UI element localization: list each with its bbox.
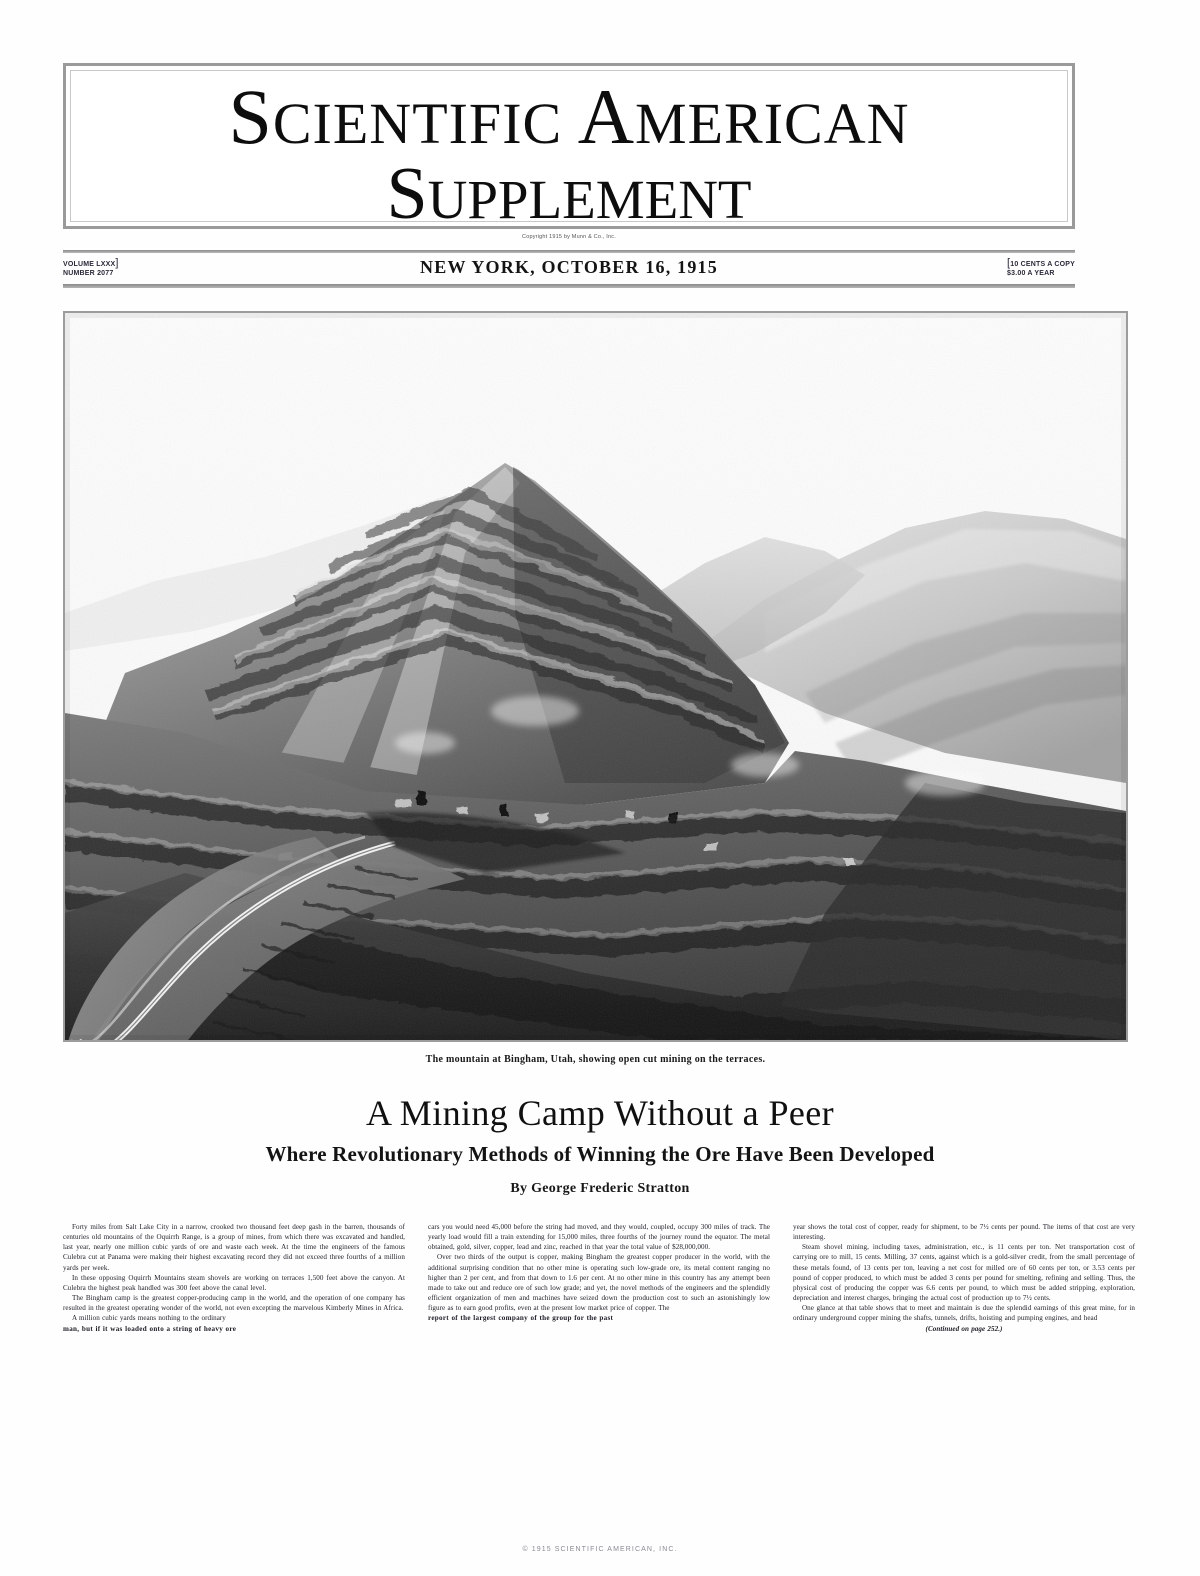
cover-photograph-frame bbox=[63, 311, 1128, 1042]
volume-bracket: ] bbox=[115, 257, 119, 269]
photo-caption: The mountain at Bingham, Utah, showing open cut mining on the terraces. bbox=[425, 1054, 766, 1065]
body-paragraph: One glance at that table shows that to meet and maintain is due the splendid earnings of this great mine, for in ordinary underground copper mining the shafts, tunnels, drifts, hoisting and pumping engines, and head bbox=[793, 1304, 1135, 1323]
price-bracket: [ bbox=[1007, 257, 1011, 269]
body-paragraph: Steam shovel mining, including taxes, administration, etc., is 11 cents per ton. Net transportation cost of carrying ore to mill, 15 cents. Milling, 37 cents, against which is a gold-silver credit, from the small percentage of these metals found, of 13 cents per ton, leaving a net cost for milled ore of 60 cents per ton, or 3.53 cents per pound of copper produced, to which must be added 3 cents per pound for smelting, refining and selling. Thus, the physical cost of producing the copper was 6.6 cents per pound, to which must be added stripping, exploration, depreciation and interest charges, bringing the actual cost of production up to 7½ cents. bbox=[793, 1243, 1135, 1303]
photograph-artwork bbox=[65, 313, 1126, 1040]
masthead-a-american: A bbox=[577, 73, 636, 160]
masthead-title-line-1 bbox=[71, 75, 1067, 166]
masthead-merican: MERICAN bbox=[635, 91, 910, 156]
masthead-inner-border bbox=[70, 70, 1068, 240]
cover-photograph bbox=[65, 313, 1126, 1040]
price-per-year: $3.00 A YEAR bbox=[1007, 269, 1055, 277]
body-paragraph: In these opposing Oquirrh Mountains steam shovels are working on terraces 1,500 feet above the canyon. At Culebra the highest peak handled was 300 feet above the canal level. bbox=[63, 1273, 405, 1292]
article-headline: A Mining Camp Without a Peer bbox=[365, 1093, 835, 1133]
continued-on-page-note: (Continued on page 252.) bbox=[925, 1324, 1003, 1333]
masthead-copyright-line: Copyright 1915 by Munn & Co., Inc. bbox=[522, 234, 616, 240]
datebar bbox=[63, 255, 1075, 283]
masthead-s-scientific: S bbox=[228, 73, 273, 160]
price-block bbox=[1007, 259, 1075, 278]
body-paragraph: Over two thirds of the output is copper, making Bingham the greatest copper producer in the world, with the additional surprising condition that no other mine is operating such low-grade ore, its metal content ranging no higher than 2 per cent, and from that down to 1.6 per cent. At no other mine in this country has any attempt been made to take out and reduce ore of such low grade; and yet, the novel methods of the engineers and the splendidly efficient organization of men and machines have seized down the production cost to such an astonishingly low figure as to earn good profits, even at the present low market price of copper. The bbox=[428, 1253, 770, 1313]
price-per-copy: 10 CENTS A COPY bbox=[1010, 261, 1075, 268]
body-paragraph: Forty miles from Salt Lake City in a narrow, crooked two thousand feet deep gash in the barren, thousands of centuries old mountains of the Oquirrh Range, is a group of mines, from which there was excavated and handled, last year, nearly one million cubic yards of ore and waste each week. At the time the engineers of the famous Culebra cut at Panama were making their highest excavating record they did not exceed three fourths of a million yards per week. bbox=[63, 1223, 405, 1272]
article-column-3 bbox=[793, 1222, 1135, 1494]
photo-grain bbox=[65, 313, 1126, 1040]
article-column-2 bbox=[428, 1222, 770, 1494]
body-paragraph: A million cubic yards means nothing to the ordinary bbox=[72, 1314, 226, 1323]
masthead bbox=[63, 63, 1075, 240]
volume-label: VOLUME LXXX bbox=[63, 261, 116, 268]
body-paragraph: year shows the total cost of copper, ready for shipment, to be 7½ cents per pound. The items of that cost are very interesting. bbox=[793, 1223, 1135, 1242]
article-body bbox=[63, 1222, 1135, 1494]
body-paragraph: The Bingham camp is the greatest copper-producing camp in the world, and the operation of one company has resulted in the greatest operating wonder of the world, not even excepting the marvelous Kimberly Mines in Africa. bbox=[63, 1294, 405, 1313]
article-byline: By George Frederic Stratton bbox=[510, 1181, 690, 1196]
article-column-1 bbox=[63, 1222, 405, 1494]
page-footer-copyright: © 1915 SCIENTIFIC AMERICAN, INC. bbox=[522, 1546, 678, 1553]
masthead-upplement: UPPLEMENT bbox=[427, 169, 752, 230]
issue-date: NEW YORK, OCTOBER 16, 1915 bbox=[420, 257, 718, 277]
masthead-cientific: CIENTIFIC bbox=[272, 91, 563, 156]
article-subhead: Where Revolutionary Methods of Winning the Ore Have Been Developed bbox=[265, 1142, 935, 1166]
datebar-rule-bottom bbox=[63, 284, 1075, 288]
masthead-space bbox=[562, 91, 578, 156]
body-paragraph-bold: report of the largest company of the group for the past bbox=[428, 1314, 614, 1323]
body-paragraph-bold: man, but if it was loaded onto a string of heavy ore bbox=[63, 1324, 237, 1333]
body-paragraph: cars you would need 45,000 before the string had moved, and they would, coupled, occupy 300 miles of track. The yearly load would fill a train extending for 15,000 miles, three fourths of the journey round the equator. The metal obtained, gold, silver, copper, lead and zinc, reached in that year the total value of $28,000,000. bbox=[428, 1223, 770, 1252]
datebar-rule-top bbox=[63, 250, 1075, 253]
masthead-s-supplement: S bbox=[386, 153, 428, 235]
masthead-title-line-2 bbox=[71, 155, 1067, 239]
issue-number-label: NUMBER 2077 bbox=[63, 269, 114, 277]
